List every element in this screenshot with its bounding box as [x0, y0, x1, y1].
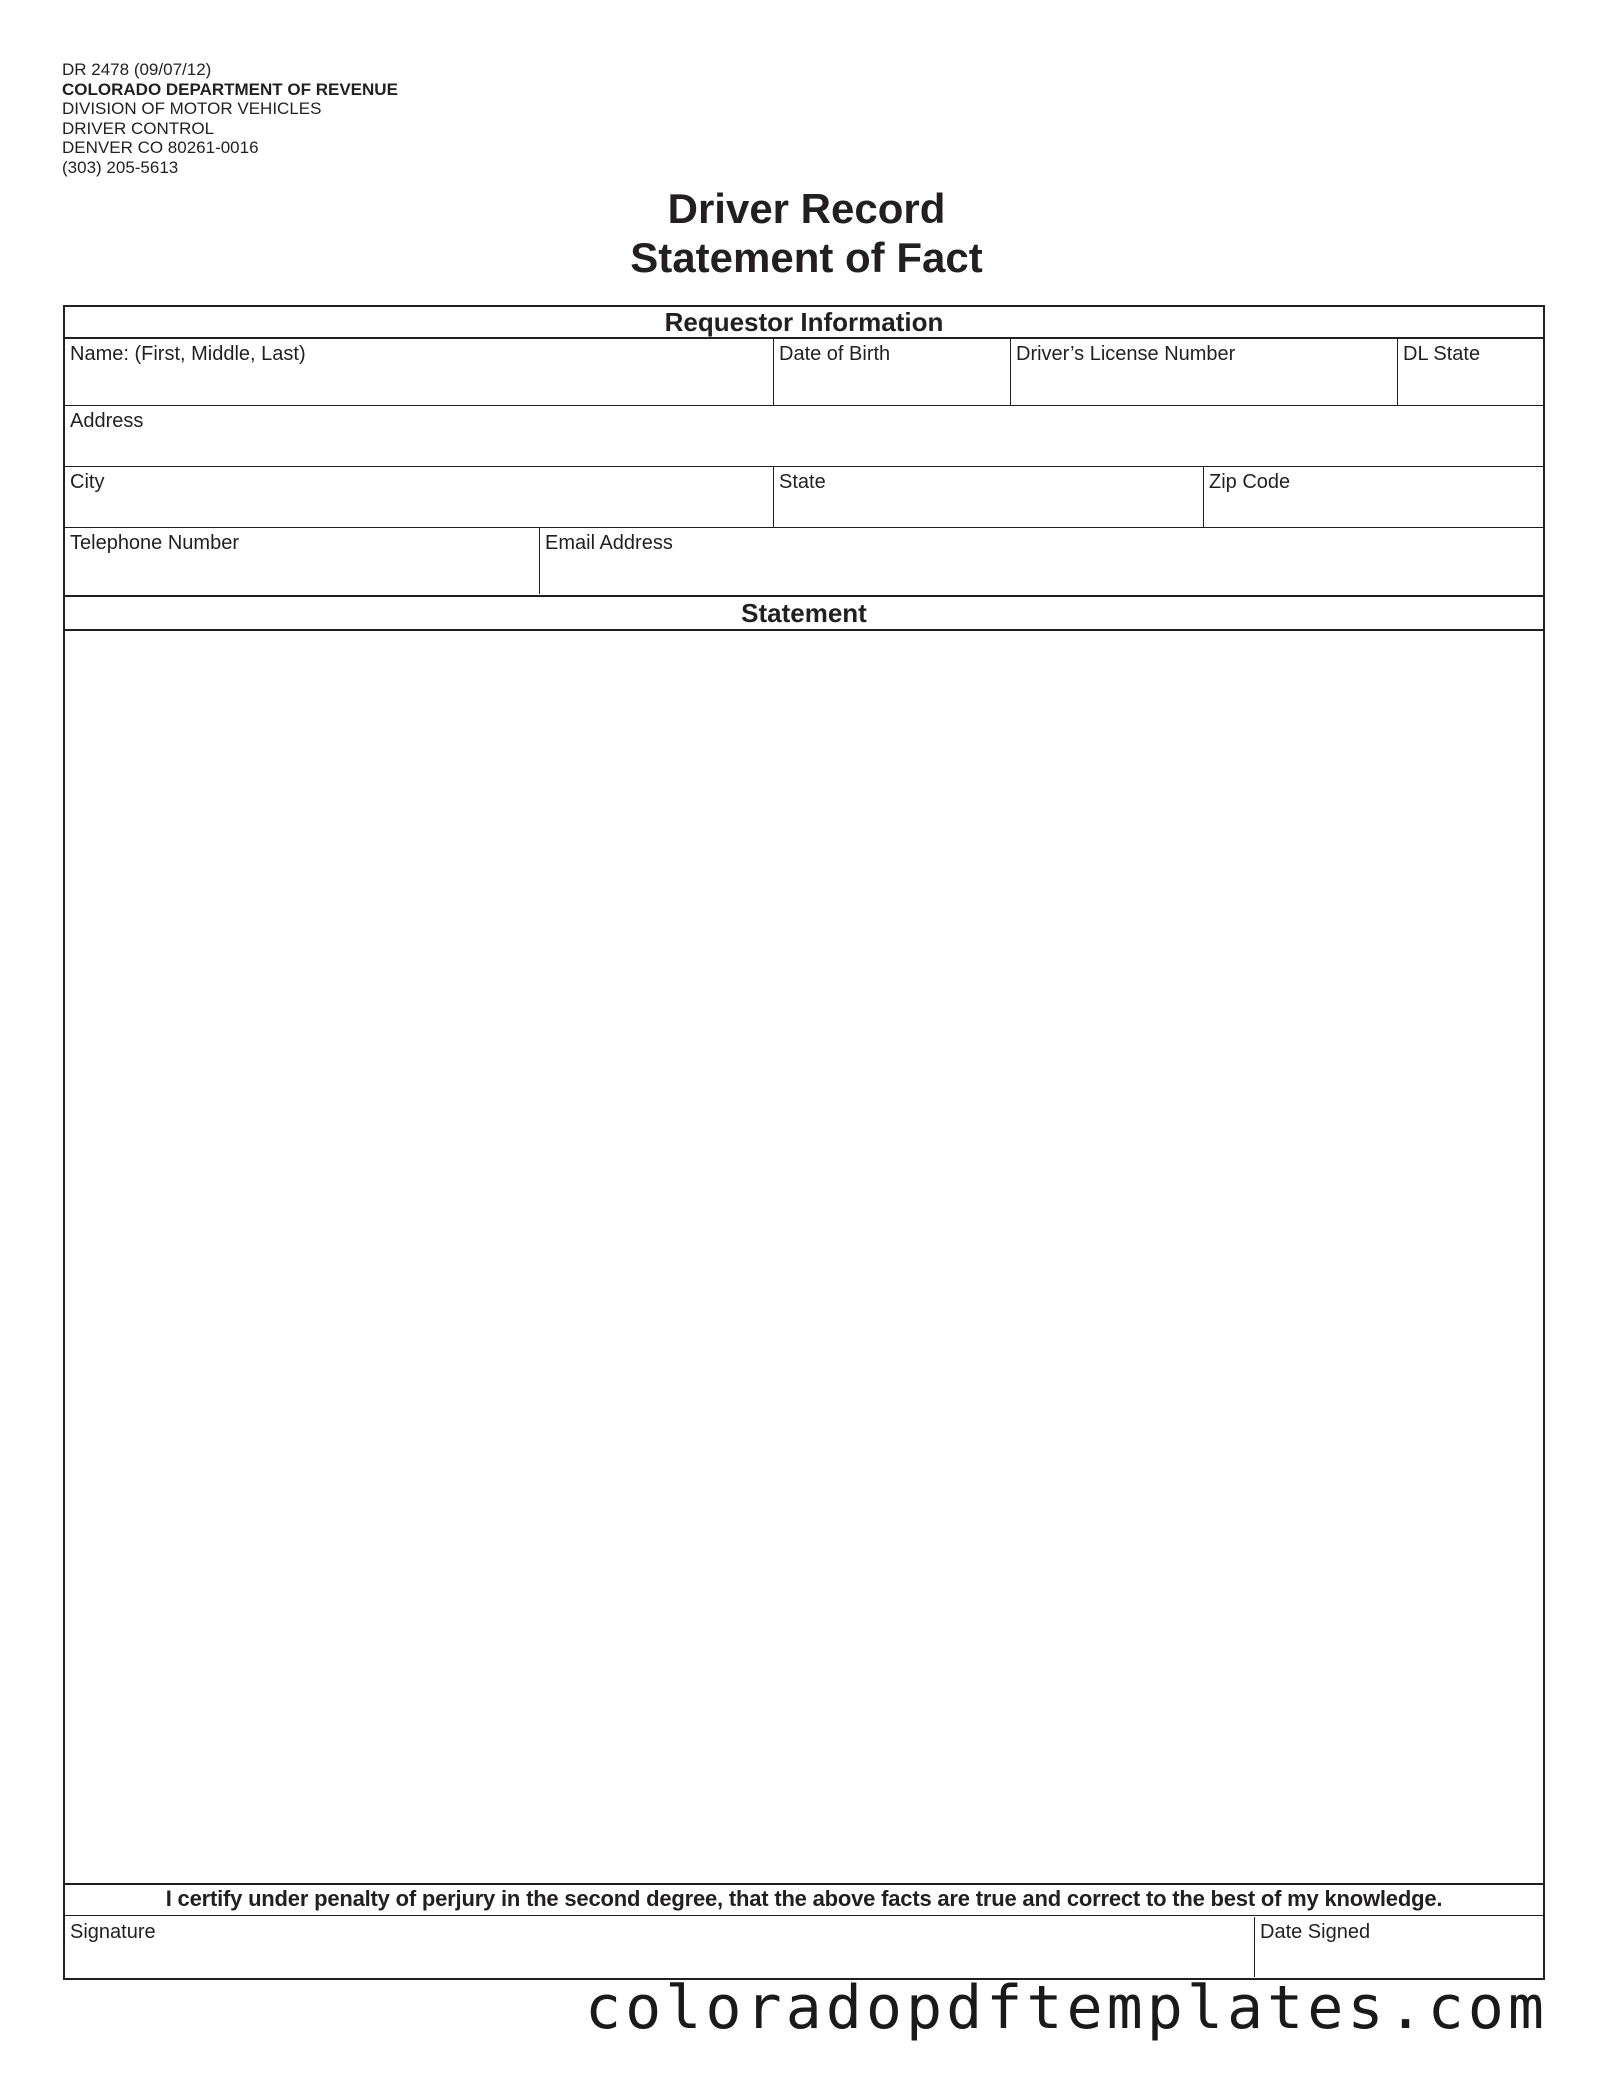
dob-input[interactable]: [779, 375, 1005, 401]
dl-state-label: DL State: [1403, 343, 1481, 365]
email-input[interactable]: [545, 564, 1538, 590]
license-number-input[interactable]: [1016, 375, 1392, 401]
form-number: DR 2478 (09/07/12): [62, 60, 212, 79]
site-watermark: coloradopdftemplates.com: [585, 1973, 1548, 2043]
requestor-information-heading: Requestor Information: [65, 307, 1543, 339]
statement-heading: Statement: [65, 595, 1543, 631]
signature-row: [65, 1917, 1543, 1977]
signature-cell: [65, 1917, 1254, 1977]
agency-phone: (303) 205-5613: [62, 157, 179, 177]
zip-label: Zip Code: [1209, 471, 1291, 493]
city-cell: [65, 467, 773, 527]
dob-label: Date of Birth: [779, 343, 891, 365]
telephone-input[interactable]: [70, 564, 534, 590]
license-label: Driver’s License Number: [1016, 343, 1236, 365]
state-label: State: [779, 471, 826, 493]
division-name: DIVISION OF MOTOR VEHICLES: [62, 99, 322, 118]
state-cell: [773, 467, 1203, 527]
zip-cell: [1203, 467, 1543, 527]
address-cell: [65, 406, 1543, 466]
title-line-2: Statement of Fact: [630, 234, 983, 281]
requestor-row-address: [65, 406, 1543, 467]
date-signed-label: Date Signed: [1260, 1921, 1371, 1943]
department-name: COLORADO DEPARTMENT OF REVENUE: [62, 79, 398, 99]
signature-label: Signature: [70, 1921, 156, 1943]
section-name: DRIVER CONTROL: [62, 118, 215, 138]
document-title: [0, 184, 1613, 282]
statement-form: [63, 305, 1545, 1980]
state-input[interactable]: [779, 497, 1198, 523]
email-cell: [539, 528, 1543, 594]
name-cell: [65, 339, 773, 405]
statement-area: [65, 630, 1543, 1885]
zip-code-input[interactable]: [1209, 497, 1538, 523]
requestor-row-identity: [65, 339, 1543, 406]
date-signed-cell: [1254, 1917, 1543, 1977]
license-cell: [1010, 339, 1397, 405]
name-label: Name: (First, Middle, Last): [70, 343, 306, 365]
requestor-row-contact: [65, 528, 1543, 594]
dl-state-input[interactable]: [1403, 375, 1538, 401]
telephone-cell: [65, 528, 539, 594]
requestor-row-city: [65, 467, 1543, 528]
agency-header: [62, 60, 398, 177]
dl-state-cell: [1397, 339, 1543, 405]
dob-cell: [773, 339, 1010, 405]
email-label: Email Address: [545, 532, 673, 554]
address-label: Address: [70, 410, 144, 432]
telephone-label: Telephone Number: [70, 532, 239, 554]
date-signed-input[interactable]: [1260, 1947, 1538, 1973]
city-input[interactable]: [70, 497, 768, 523]
certification-text: I certify under penalty of perjury in the second degree, that the above facts are true and correct to the best of my knowledge.: [65, 1883, 1543, 1916]
agency-city-zip: DENVER CO 80261-0016: [62, 138, 259, 157]
address-input[interactable]: [70, 436, 1538, 462]
statement-textarea[interactable]: [65, 630, 1543, 1883]
name-input[interactable]: [70, 375, 768, 401]
city-label: City: [70, 471, 105, 493]
signature-input[interactable]: [70, 1947, 1249, 1973]
title-line-1: Driver Record: [667, 185, 946, 232]
